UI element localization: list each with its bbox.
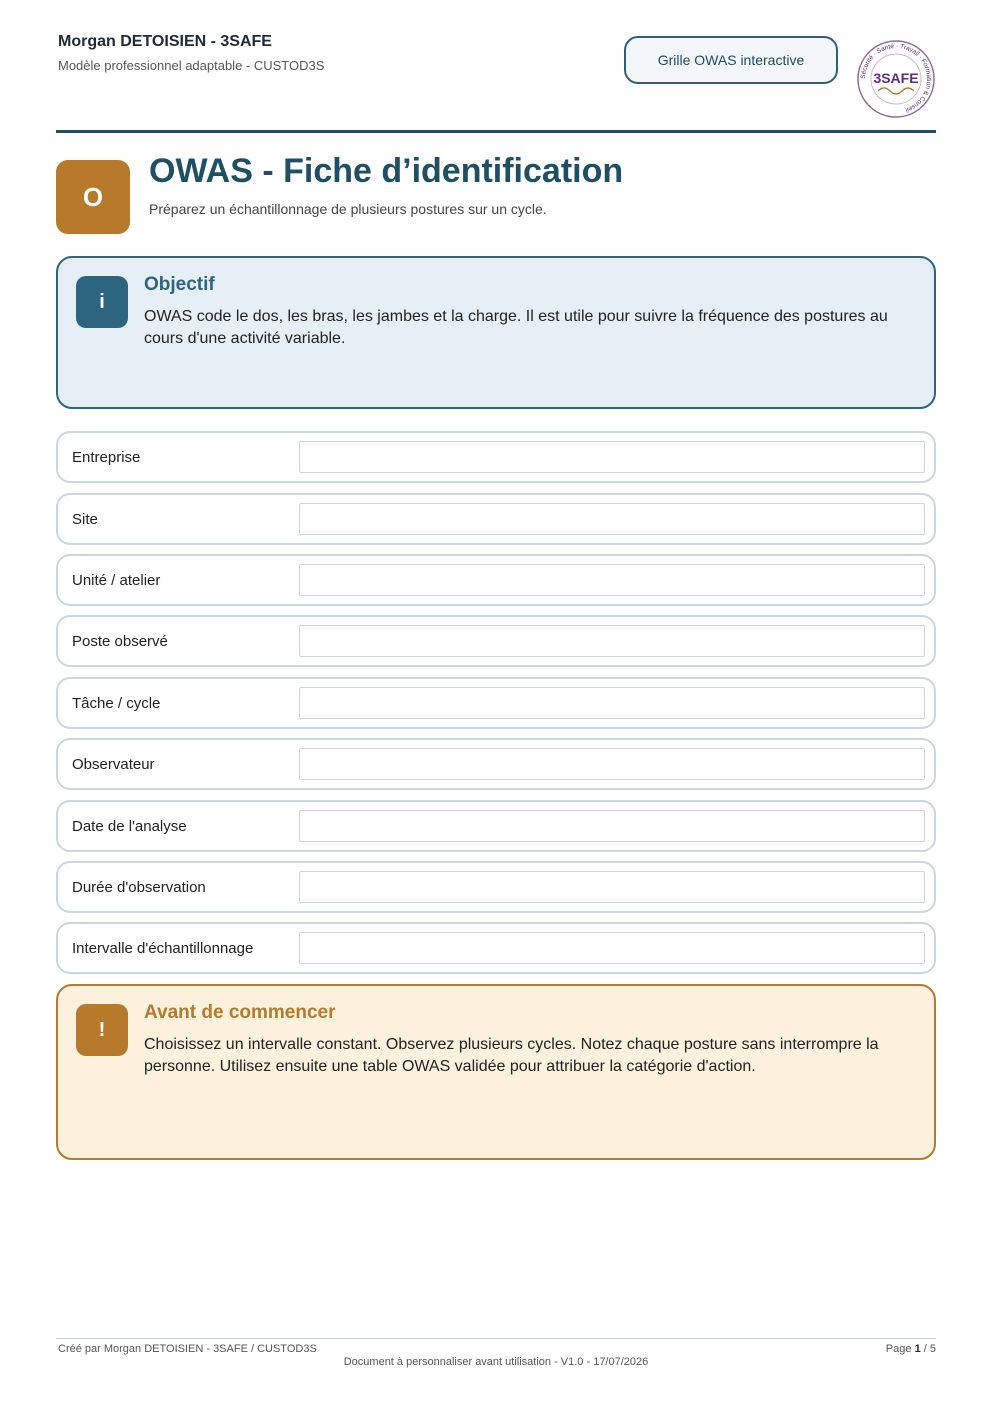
page-number xyxy=(886,1343,936,1355)
page-prefix: Page xyxy=(885,1343,912,1355)
objective-text: OWAS code le dos, les bras, les jambes et la charge. Il est utile pour suivre la fréquence des postures au cours d'une activité variable. xyxy=(144,308,888,347)
field-row-observateur xyxy=(56,738,936,790)
owas-grid-button[interactable]: Grille OWAS interactive xyxy=(624,36,838,84)
logo-ring-text: Sécurité · Santé · Travail · Formation & Conseil xyxy=(859,42,933,114)
warning-title: Avant de commencer xyxy=(144,1002,336,1023)
entreprise-input[interactable] xyxy=(299,441,925,473)
page-title: OWAS - Fiche d’identification xyxy=(149,152,624,190)
logo-text: 3SAFE xyxy=(873,70,919,86)
site-input[interactable] xyxy=(299,503,925,535)
warning-box xyxy=(56,984,936,1160)
objective-title: Objectif xyxy=(144,274,215,295)
section-badge: O xyxy=(56,160,130,234)
header-divider xyxy=(56,130,936,133)
unite-input[interactable] xyxy=(299,564,925,596)
header-subtitle: Modèle professionnel adaptable - CUSTOD3S xyxy=(58,58,325,73)
page-subtitle: Préparez un échantillonnage de plusieurs postures sur un cycle. xyxy=(149,201,547,217)
page-current: 1 xyxy=(914,1343,921,1355)
field-label: Site xyxy=(72,510,98,528)
field-row-entreprise xyxy=(56,431,936,483)
warning-text: Choisissez un intervalle constant. Observez plusieurs cycles. Notez chaque posture sans interrompre la personne. Utilisez ensuite une table OWAS validée pour attribuer la catégorie d'action. xyxy=(144,1036,879,1075)
field-label: Durée d'observation xyxy=(72,878,206,896)
field-label: Intervalle d'échantillonnage xyxy=(72,939,254,957)
warning-icon: ! xyxy=(76,1004,128,1056)
field-label: Unité / atelier xyxy=(72,571,161,589)
field-row-intervalle xyxy=(56,922,936,974)
field-row-tache xyxy=(56,677,936,729)
header-author: Morgan DETOISIEN - 3SAFE xyxy=(58,33,272,50)
intervalle-input[interactable] xyxy=(299,932,925,964)
page-total: 5 xyxy=(929,1343,936,1355)
3safe-logo xyxy=(856,39,936,119)
field-row-date xyxy=(56,800,936,852)
info-icon: i xyxy=(76,276,128,328)
field-label: Entreprise xyxy=(72,448,141,466)
observateur-input[interactable] xyxy=(299,748,925,780)
poste-input[interactable] xyxy=(299,625,925,657)
field-row-unite xyxy=(56,554,936,606)
date-input[interactable] xyxy=(299,810,925,842)
footer-divider xyxy=(56,1338,936,1339)
field-label: Date de l'analyse xyxy=(72,817,187,835)
tache-input[interactable] xyxy=(299,687,925,719)
footer-credit: Créé par Morgan DETOISIEN - 3SAFE / CUSTOD3S xyxy=(58,1343,317,1355)
field-row-site xyxy=(56,493,936,545)
footer-version: Document à personnaliser avant utilisation - V1.0 - 17/07/2026 xyxy=(343,1356,649,1368)
field-label: Poste observé xyxy=(72,632,168,650)
field-row-duree xyxy=(56,861,936,913)
field-row-poste xyxy=(56,615,936,667)
field-label: Tâche / cycle xyxy=(72,694,161,712)
objective-box xyxy=(56,256,936,409)
field-label: Observateur xyxy=(72,755,155,773)
page-sep: / xyxy=(923,1343,927,1355)
duree-input[interactable] xyxy=(299,871,925,903)
